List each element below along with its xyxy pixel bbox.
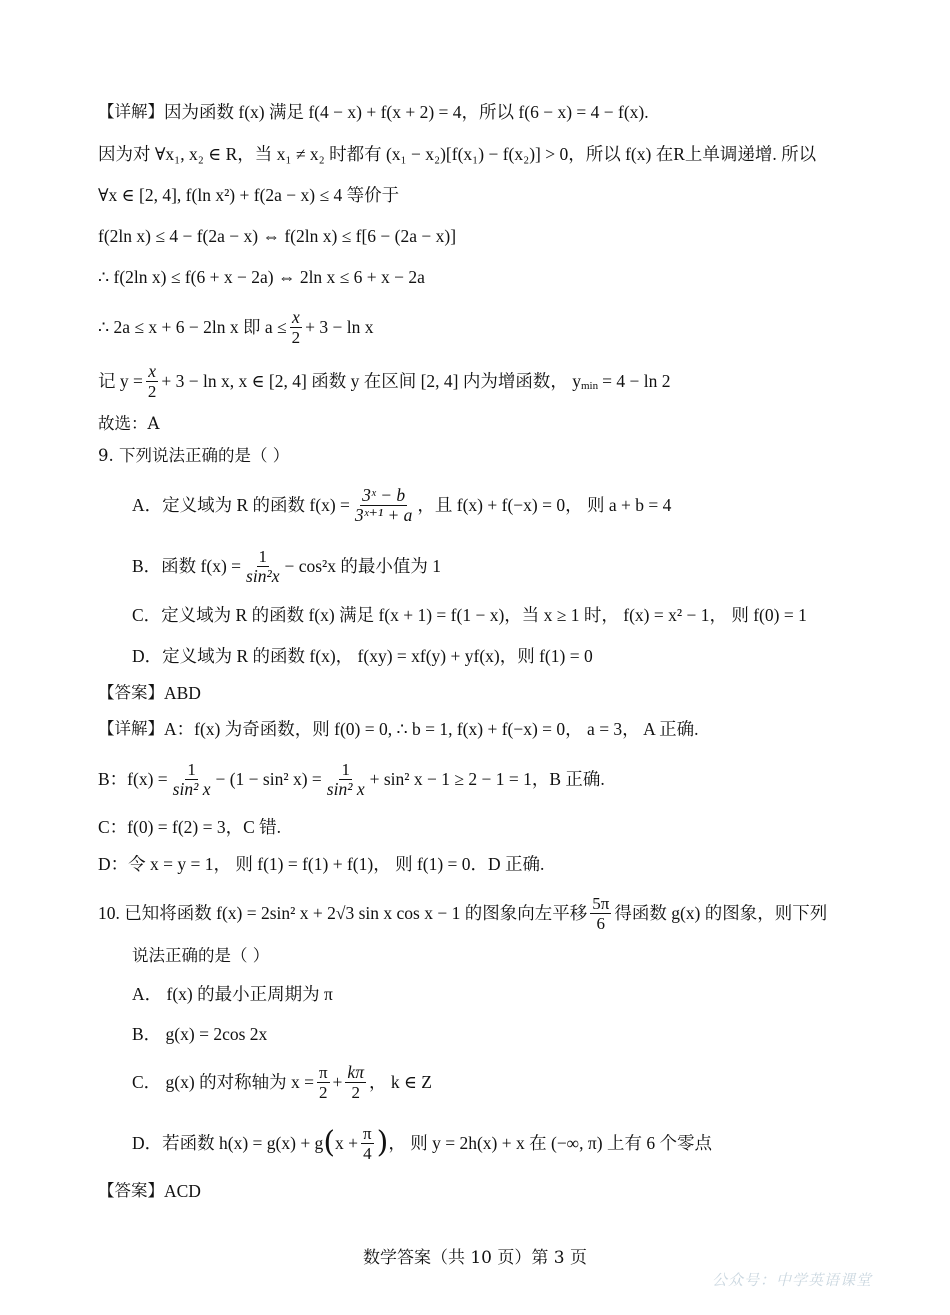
fraction-denominator: sin² x xyxy=(172,778,211,799)
inequality-2: ∴ f(2ln x) ≤ f(6 + x − 2a) ⇔ 2ln x ≤ 6 + x − 2a xyxy=(98,267,425,287)
detail-line-2 xyxy=(98,142,950,166)
fraction xyxy=(345,1063,366,1102)
watermark: 公众号：中学英语课堂 xyxy=(712,1271,873,1289)
equivalence-text: ∀x ∈ [2, 4], f(ln x²) + f(2a − x) ≤ 4 等价于 xyxy=(98,185,400,205)
option-a-post: ，且 f(x) + f(−x) = 0， 则 a + b = 4 xyxy=(417,495,672,515)
question-9-option-d xyxy=(132,644,950,668)
detail-9-c xyxy=(98,815,950,839)
fraction-denominator: 2 xyxy=(351,1082,360,1102)
fraction-numerator: 5π xyxy=(592,893,610,913)
inequality-1: f(2ln x) ≤ 4 − f(2a − x) ⇔ f(2ln x) ≤ f[6 − (2a − x)] xyxy=(98,226,457,246)
detail-9-b xyxy=(98,756,950,802)
question-9-option-a xyxy=(132,482,950,528)
left-paren: ( xyxy=(323,1125,336,1160)
choice-text: 故选：A xyxy=(98,414,160,433)
fraction-numerator: x xyxy=(291,306,300,327)
option-c-text: C．定义域为 R 的函数 f(x) 满足 f(x + 1) = f(1 − x)，当 x ≥ 1 时， f(x) = x² − 1， 则 f(0) = 1 xyxy=(132,605,807,625)
detail-label: 【详解】 xyxy=(98,102,164,121)
question-9-option-c xyxy=(132,603,950,627)
fraction xyxy=(244,547,281,586)
question-10-option-c: C． g(x) 的对称轴为 x = $\frac{\pi}{2}$ + $\frac{k\pi}{2}$ ， k ∈ Z xyxy=(132,1061,432,1102)
option-c-post: ， k ∈ Z xyxy=(368,1072,432,1092)
detail-a-text: A：f(x) 为奇函数，则 f(0) = 0, ∴ b = 1, f(x) + f(−x) = 0， a = 3， A 正确. xyxy=(164,719,699,739)
detail-b-pre: B：f(x) = xyxy=(98,769,168,789)
fraction-denominator: 2 xyxy=(147,381,157,401)
fraction-denominator: sin²x xyxy=(246,565,280,586)
option-b-text: B． g(x) = 2cos 2x xyxy=(132,1024,268,1044)
monotonic-text: 因为对 ∀x₁, x₂ ∈ R，当 x₁ ≠ x₂ 时都有 (x₁ − x₂)[f(x₁) − f(x₂)] > 0，所以 f(x) 在R上单调递增. 所以 xyxy=(98,144,817,164)
detail-line-4 xyxy=(98,224,950,248)
answer-label: 【答案】 xyxy=(98,1181,164,1200)
option-d-post: ， 则 y = 2h(x) + x 在 (−∞, π) 上有 6 个零点 xyxy=(388,1133,712,1153)
detail-label: 【详解】 xyxy=(98,719,164,738)
fraction-denominator: 3ˣ⁺¹ + a xyxy=(354,504,413,525)
fraction-numerator: 1 xyxy=(341,759,350,779)
fraction-numerator: 1 xyxy=(258,546,267,566)
fraction xyxy=(325,760,367,799)
fraction-numerator: 3ˣ − b xyxy=(362,484,406,505)
fraction-denominator: 2 xyxy=(291,327,301,347)
fraction-numerator: 1 xyxy=(187,759,196,779)
question-9 xyxy=(98,444,950,468)
page-footer: 数学答案（共 10 页）第 3 页 xyxy=(362,1248,588,1268)
question-10-stem: 说法正确的是（ ） xyxy=(132,946,270,965)
fraction xyxy=(171,760,213,799)
fraction xyxy=(353,486,414,525)
fraction-numerator: kπ xyxy=(347,1061,364,1082)
right-paren: ) xyxy=(376,1125,389,1160)
fraction xyxy=(317,1063,330,1102)
fraction-numerator: x xyxy=(148,360,157,381)
fraction-numerator: π xyxy=(363,1123,372,1143)
function-def-pre: 记 y = xyxy=(98,371,143,391)
question-10-stem-cont xyxy=(132,944,950,968)
fraction xyxy=(361,1124,374,1163)
detail-line-6 xyxy=(98,304,950,350)
option-b-post: − cos²x 的最小值为 1 xyxy=(284,556,442,576)
min-subscript: min xyxy=(581,380,599,392)
fraction xyxy=(146,362,159,401)
question-10-pre: 10. 已知将函数 f(x) = 2sin² x + 2√3 sin x cos x − 1 的图象向左平移 xyxy=(98,903,588,923)
detail-text: 因为函数 f(x) 满足 f(4 − x) + f(x + 2) = 4，所以 f(6 − x) = 4 − f(x). xyxy=(164,102,649,122)
fraction-denominator: 2 xyxy=(319,1082,328,1102)
option-d-pre: D．若函数 h(x) = g(x) + g xyxy=(132,1133,324,1153)
detail-c-text: C：f(0) = f(2) = 3，C 错. xyxy=(98,817,282,837)
min-value: = 4 − ln 2 xyxy=(602,371,671,391)
question-10-option-a xyxy=(132,982,950,1006)
question-9-stem: 9. 下列说法正确的是（ ） xyxy=(98,446,290,465)
fraction xyxy=(590,894,611,933)
answer-9 xyxy=(98,681,950,705)
question-9-option-b xyxy=(132,543,950,589)
answer-label: 【答案】 xyxy=(98,683,164,702)
answer-value: ACD xyxy=(164,1181,201,1201)
detail-9-d xyxy=(98,852,950,876)
option-d-text: D．定义域为 R 的函数 f(x)， f(xy) = xf(y) + yf(x)，则 f(1) = 0 xyxy=(132,646,593,666)
inequality-3-post: + 3 − ln x xyxy=(305,317,374,337)
fraction-denominator: 4 xyxy=(363,1143,372,1163)
answer-value: ABD xyxy=(164,683,201,703)
detail-b-post: + sin² x − 1 ≥ 2 − 1 = 1，B 正确. xyxy=(369,769,605,789)
option-c-pre: C． g(x) 的对称轴为 x = xyxy=(132,1072,314,1092)
option-a-text: A． f(x) 的最小正周期为 π xyxy=(132,984,333,1004)
answer-10 xyxy=(98,1179,950,1203)
question-10-option-b xyxy=(132,1022,950,1046)
detail-9-a xyxy=(98,717,950,741)
detail-line-8 xyxy=(98,412,950,436)
option-d-inner: x + xyxy=(335,1133,359,1153)
option-b-pre: B．函数 f(x) = xyxy=(132,556,242,576)
function-def-post: + 3 − ln x, x ∈ [2, 4] 函数 y 在区间 [2, 4] 内为增函数， y xyxy=(161,371,581,391)
question-10 xyxy=(98,890,950,936)
detail-line-5 xyxy=(98,265,950,289)
inequality-3-pre: ∴ 2a ≤ x + 6 − 2ln x 即 a ≤ xyxy=(98,317,287,337)
detail-b-mid: − (1 − sin² x) = xyxy=(215,769,322,789)
detail-line-3 xyxy=(98,183,950,207)
option-a-pre: A．定义域为 R 的函数 f(x) = xyxy=(132,495,350,515)
fraction-denominator: sin² x xyxy=(326,778,365,799)
question-10-option-d xyxy=(132,1119,950,1167)
detail-line-1 xyxy=(98,100,950,124)
detail-line-7 xyxy=(98,358,950,404)
fraction-denominator: 6 xyxy=(596,913,606,933)
fraction xyxy=(290,308,303,347)
detail-d-text: D：令 x = y = 1， 则 f(1) = f(1) + f(1)， 则 f(1) = 0．D 正确. xyxy=(98,854,545,874)
question-10-post: 得函数 g(x) 的图象，则下列 xyxy=(614,903,828,923)
fraction-numerator: π xyxy=(318,1062,328,1082)
